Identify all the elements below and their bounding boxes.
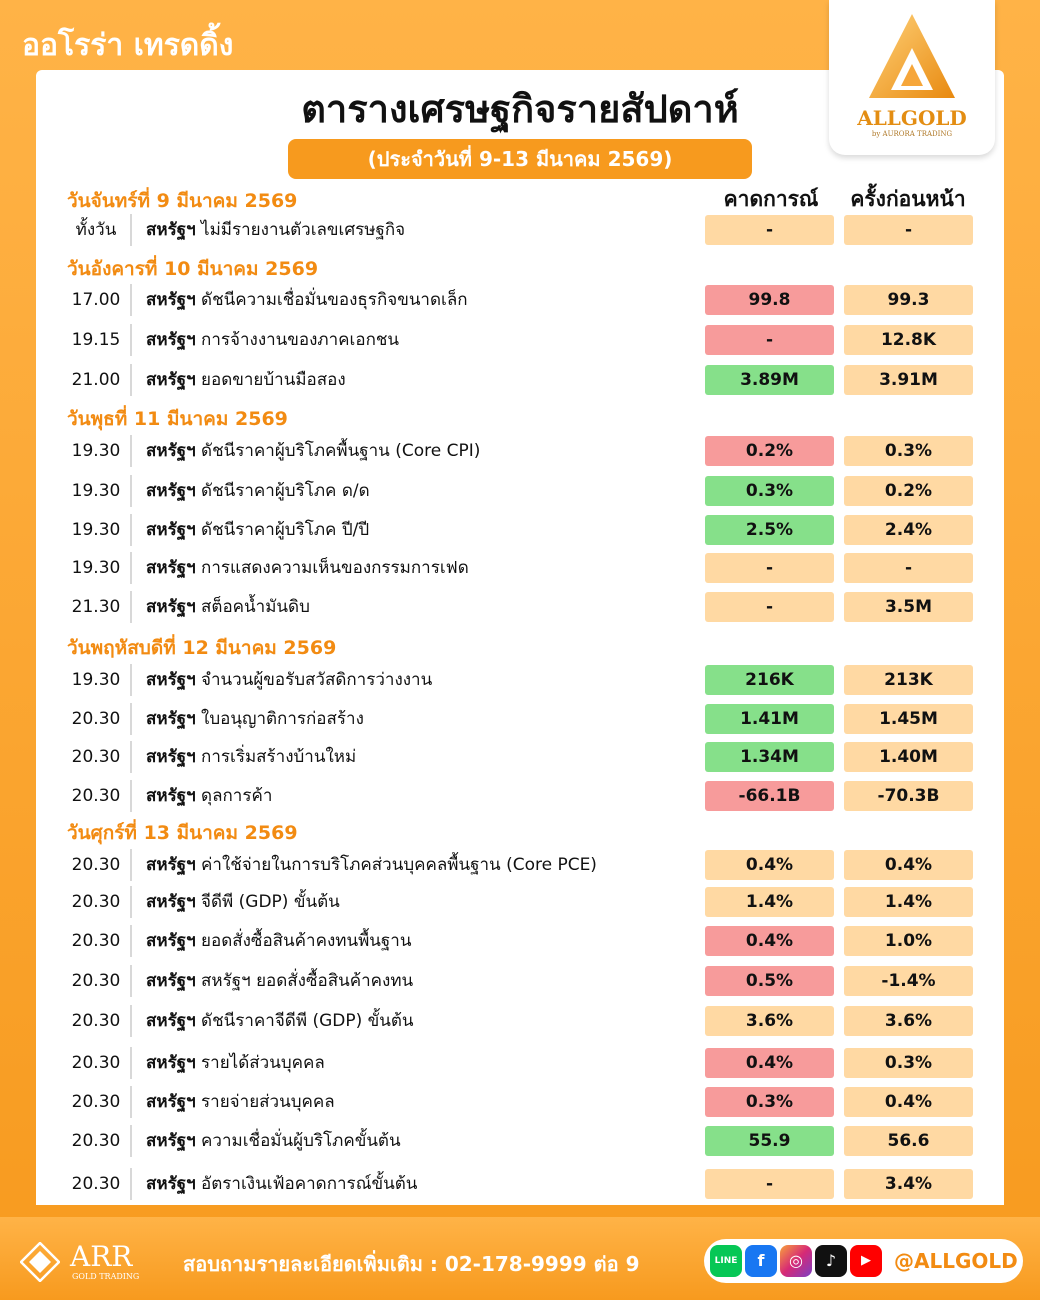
event-description — [146, 780, 272, 812]
table-row — [62, 364, 982, 396]
event-name: การเริ่มสร้างบ้านใหม่ — [201, 747, 357, 767]
event-time: 19.30 — [62, 435, 132, 467]
event-description — [146, 849, 597, 881]
table-row — [62, 703, 982, 735]
table-row — [62, 591, 982, 623]
forecast-value: 0.3% — [705, 1087, 834, 1117]
forecast-value: 0.3% — [705, 476, 834, 506]
column-header-forecast: คาดการณ์ — [723, 187, 819, 211]
event-time: 20.30 — [62, 886, 132, 918]
forecast-value: -66.1B — [705, 781, 834, 811]
event-country: สหรัฐฯ — [146, 747, 196, 767]
event-country: สหรัฐฯ — [146, 558, 196, 578]
allgold-triangle-icon — [867, 12, 957, 102]
event-country: สหรัฐฯ — [146, 520, 196, 540]
event-name: ค่าใช้จ่ายในการบริโภคส่วนบุคคลพื้นฐาน (Core PCE) — [201, 855, 597, 875]
brand-name: ออโรร่า เทรดดิ้ง — [22, 28, 234, 63]
social-links — [704, 1239, 1023, 1283]
event-name: ดัชนีราคาผู้บริโภค ปี/ปี — [201, 520, 370, 540]
previous-value: 3.6% — [844, 1006, 973, 1036]
table-row — [62, 664, 982, 696]
event-country: สหรัฐฯ — [146, 220, 196, 240]
forecast-value: 1.41M — [705, 704, 834, 734]
previous-value: 3.4% — [844, 1169, 973, 1199]
event-time: 21.00 — [62, 364, 132, 396]
day-heading: วันพุธที่ 11 มีนาคม 2569 — [67, 408, 288, 430]
previous-value: 1.4% — [844, 887, 973, 917]
event-name: ดัชนีความเชื่อมั่นของธุรกิจขนาดเล็ก — [201, 290, 468, 310]
day-heading: วันศุกร์ที่ 13 มีนาคม 2569 — [67, 822, 298, 844]
event-name: การแสดงความเห็นของกรรมการเฟด — [201, 558, 469, 578]
previous-value: - — [844, 553, 973, 583]
forecast-value: - — [705, 592, 834, 622]
event-time: 20.30 — [62, 780, 132, 812]
event-description — [146, 703, 364, 735]
previous-value: -1.4% — [844, 966, 973, 996]
event-description — [146, 1125, 401, 1157]
event-time: 20.30 — [62, 925, 132, 957]
table-row — [62, 849, 982, 881]
table-row — [62, 324, 982, 356]
tiktok-icon[interactable]: ♪ — [815, 1245, 847, 1277]
previous-value: -70.3B — [844, 781, 973, 811]
event-time: 20.30 — [62, 965, 132, 997]
event-description — [146, 965, 413, 997]
event-description — [146, 475, 370, 507]
forecast-value: 55.9 — [705, 1126, 834, 1156]
event-time: 20.30 — [62, 1047, 132, 1079]
event-name: อัตราเงินเฟ้อคาดการณ์ขั้นต้น — [201, 1174, 418, 1194]
event-time: 20.30 — [62, 703, 132, 735]
event-time: 21.30 — [62, 591, 132, 623]
event-country: สหรัฐฯ — [146, 481, 196, 501]
event-time: 20.30 — [62, 1168, 132, 1200]
event-time: ทั้งวัน — [62, 214, 132, 246]
event-country: สหรัฐฯ — [146, 1053, 196, 1073]
previous-value: 3.91M — [844, 365, 973, 395]
event-description — [146, 591, 310, 623]
event-country: สหรัฐฯ — [146, 1092, 196, 1112]
event-country: สหรัฐฯ — [146, 670, 196, 690]
table-row — [62, 1047, 982, 1079]
table-row — [62, 1168, 982, 1200]
event-name: ดัชนีราคาผู้บริโภค ด/ด — [201, 481, 370, 501]
forecast-value: 0.5% — [705, 966, 834, 996]
page-title: ตารางเศรษฐกิจรายสัปดาห์ — [301, 87, 739, 131]
day-heading: วันอังคารที่ 10 มีนาคม 2569 — [67, 258, 319, 280]
forecast-value: 216K — [705, 665, 834, 695]
event-country: สหรัฐฯ — [146, 330, 196, 350]
forecast-value: - — [705, 325, 834, 355]
instagram-icon[interactable]: ◎ — [780, 1245, 812, 1277]
event-name: ดัชนีราคาจีดีพี (GDP) ขั้นต้น — [201, 1011, 414, 1031]
forecast-value: - — [705, 215, 834, 245]
table-row — [62, 214, 982, 246]
previous-value: 0.2% — [844, 476, 973, 506]
previous-value: 0.3% — [844, 1048, 973, 1078]
event-description — [146, 1047, 325, 1079]
event-country: สหรัฐฯ — [146, 1174, 196, 1194]
table-row — [62, 475, 982, 507]
event-name: สต็อคน้ำมันดิบ — [201, 597, 310, 617]
allgold-logo — [829, 0, 995, 155]
event-name: จำนวนผู้ขอรับสวัสดิการว่างงาน — [201, 670, 433, 690]
event-description — [146, 741, 356, 773]
facebook-icon[interactable]: f — [745, 1245, 777, 1277]
previous-value: 0.3% — [844, 436, 973, 466]
line-icon[interactable]: LINE — [710, 1245, 742, 1277]
event-time: 20.30 — [62, 1086, 132, 1118]
previous-value: 99.3 — [844, 285, 973, 315]
event-country: สหรัฐฯ — [146, 597, 196, 617]
event-name: ยอดขายบ้านมือสอง — [201, 370, 346, 390]
event-country: สหรัฐฯ — [146, 709, 196, 729]
event-description — [146, 1086, 335, 1118]
forecast-value: 0.4% — [705, 926, 834, 956]
forecast-value: 0.4% — [705, 1048, 834, 1078]
table-row — [62, 435, 982, 467]
event-country: สหรัฐฯ — [146, 855, 196, 875]
day-heading: วันพฤหัสบดีที่ 12 มีนาคม 2569 — [67, 637, 337, 659]
day-heading: วันจันทร์ที่ 9 มีนาคม 2569 — [67, 190, 298, 212]
table-row — [62, 1086, 982, 1118]
previous-value: 213K — [844, 665, 973, 695]
social-handle[interactable]: @ALLGOLD — [894, 1249, 1018, 1273]
arr-diamond-icon — [20, 1242, 60, 1282]
table-row — [62, 925, 982, 957]
event-description — [146, 1005, 414, 1037]
previous-value: - — [844, 215, 973, 245]
forecast-value: 3.6% — [705, 1006, 834, 1036]
event-description — [146, 324, 399, 356]
event-country: สหรัฐฯ — [146, 1011, 196, 1031]
event-description — [146, 552, 469, 584]
event-description — [146, 664, 432, 696]
previous-value: 56.6 — [844, 1126, 973, 1156]
event-time: 19.30 — [62, 664, 132, 696]
event-description — [146, 364, 346, 396]
forecast-value: 1.4% — [705, 887, 834, 917]
event-time: 19.15 — [62, 324, 132, 356]
previous-value: 1.45M — [844, 704, 973, 734]
previous-value: 2.4% — [844, 515, 973, 545]
event-name: ใบอนุญาติการก่อสร้าง — [201, 709, 364, 729]
event-time: 19.30 — [62, 475, 132, 507]
table-row — [62, 514, 982, 546]
previous-value: 1.0% — [844, 926, 973, 956]
event-description — [146, 435, 480, 467]
forecast-value: - — [705, 1169, 834, 1199]
forecast-value: - — [705, 553, 834, 583]
date-range-badge: (ประจำวันที่ 9-13 มีนาคม 2569) — [288, 139, 752, 179]
event-description — [146, 214, 405, 246]
youtube-icon[interactable]: ▶ — [850, 1245, 882, 1277]
event-name: ความเชื่อมั่นผู้บริโภคขั้นต้น — [201, 1131, 401, 1151]
event-time: 20.30 — [62, 849, 132, 881]
event-description — [146, 284, 468, 316]
table-row — [62, 552, 982, 584]
table-row — [62, 284, 982, 316]
event-country: สหรัฐฯ — [146, 931, 196, 951]
column-header-previous: ครั้งก่อนหน้า — [850, 187, 966, 211]
forecast-value: 2.5% — [705, 515, 834, 545]
event-name: รายจ่ายส่วนบุคคล — [201, 1092, 335, 1112]
event-name: ไม่มีรายงานตัวเลขเศรษฐกิจ — [201, 220, 406, 240]
event-description — [146, 925, 411, 957]
previous-value: 12.8K — [844, 325, 973, 355]
event-name: สหรัฐฯ ยอดสั่งซื้อสินค้าคงทน — [201, 971, 414, 991]
event-time: 20.30 — [62, 1005, 132, 1037]
event-country: สหรัฐฯ — [146, 892, 196, 912]
event-country: สหรัฐฯ — [146, 441, 196, 461]
event-country: สหรัฐฯ — [146, 1131, 196, 1151]
table-row — [62, 886, 982, 918]
forecast-value: 3.89M — [705, 365, 834, 395]
event-name: การจ้างงานของภาคเอกชน — [201, 330, 400, 350]
forecast-value: 0.4% — [705, 850, 834, 880]
event-time: 20.30 — [62, 741, 132, 773]
event-name: รายได้ส่วนบุคคล — [201, 1053, 325, 1073]
event-time: 19.30 — [62, 514, 132, 546]
event-country: สหรัฐฯ — [146, 786, 196, 806]
forecast-value: 1.34M — [705, 742, 834, 772]
table-row — [62, 965, 982, 997]
previous-value: 0.4% — [844, 1087, 973, 1117]
event-time: 20.30 — [62, 1125, 132, 1157]
event-description — [146, 514, 369, 546]
contact-info: สอบถามรายละเอียดเพิ่มเติม : 02-178-9999 ต่อ 9 — [183, 1252, 640, 1276]
logo-subtext: by AURORA TRADING — [871, 130, 953, 138]
event-time: 17.00 — [62, 284, 132, 316]
logo-text: ALLGOLD — [857, 106, 967, 130]
table-row — [62, 741, 982, 773]
event-description — [146, 886, 340, 918]
arr-logo — [20, 1240, 170, 1286]
table-row — [62, 780, 982, 812]
event-time: 19.30 — [62, 552, 132, 584]
event-name: ดัชนีราคาผู้บริโภคพื้นฐาน (Core CPI) — [201, 441, 481, 461]
forecast-value: 0.2% — [705, 436, 834, 466]
forecast-value: 99.8 — [705, 285, 834, 315]
table-row — [62, 1005, 982, 1037]
previous-value: 3.5M — [844, 592, 973, 622]
event-description — [146, 1168, 417, 1200]
event-name: ยอดสั่งซื้อสินค้าคงทนพื้นฐาน — [201, 931, 412, 951]
event-country: สหรัฐฯ — [146, 290, 196, 310]
event-name: จีดีพี (GDP) ขั้นต้น — [201, 892, 340, 912]
event-country: สหรัฐฯ — [146, 370, 196, 390]
table-row — [62, 1125, 982, 1157]
arr-logo-text: ARR — [70, 1240, 133, 1273]
arr-logo-subtext: GOLD TRADING — [72, 1272, 140, 1281]
previous-value: 1.40M — [844, 742, 973, 772]
previous-value: 0.4% — [844, 850, 973, 880]
event-name: ดุลการค้า — [201, 786, 273, 806]
event-country: สหรัฐฯ — [146, 971, 196, 991]
